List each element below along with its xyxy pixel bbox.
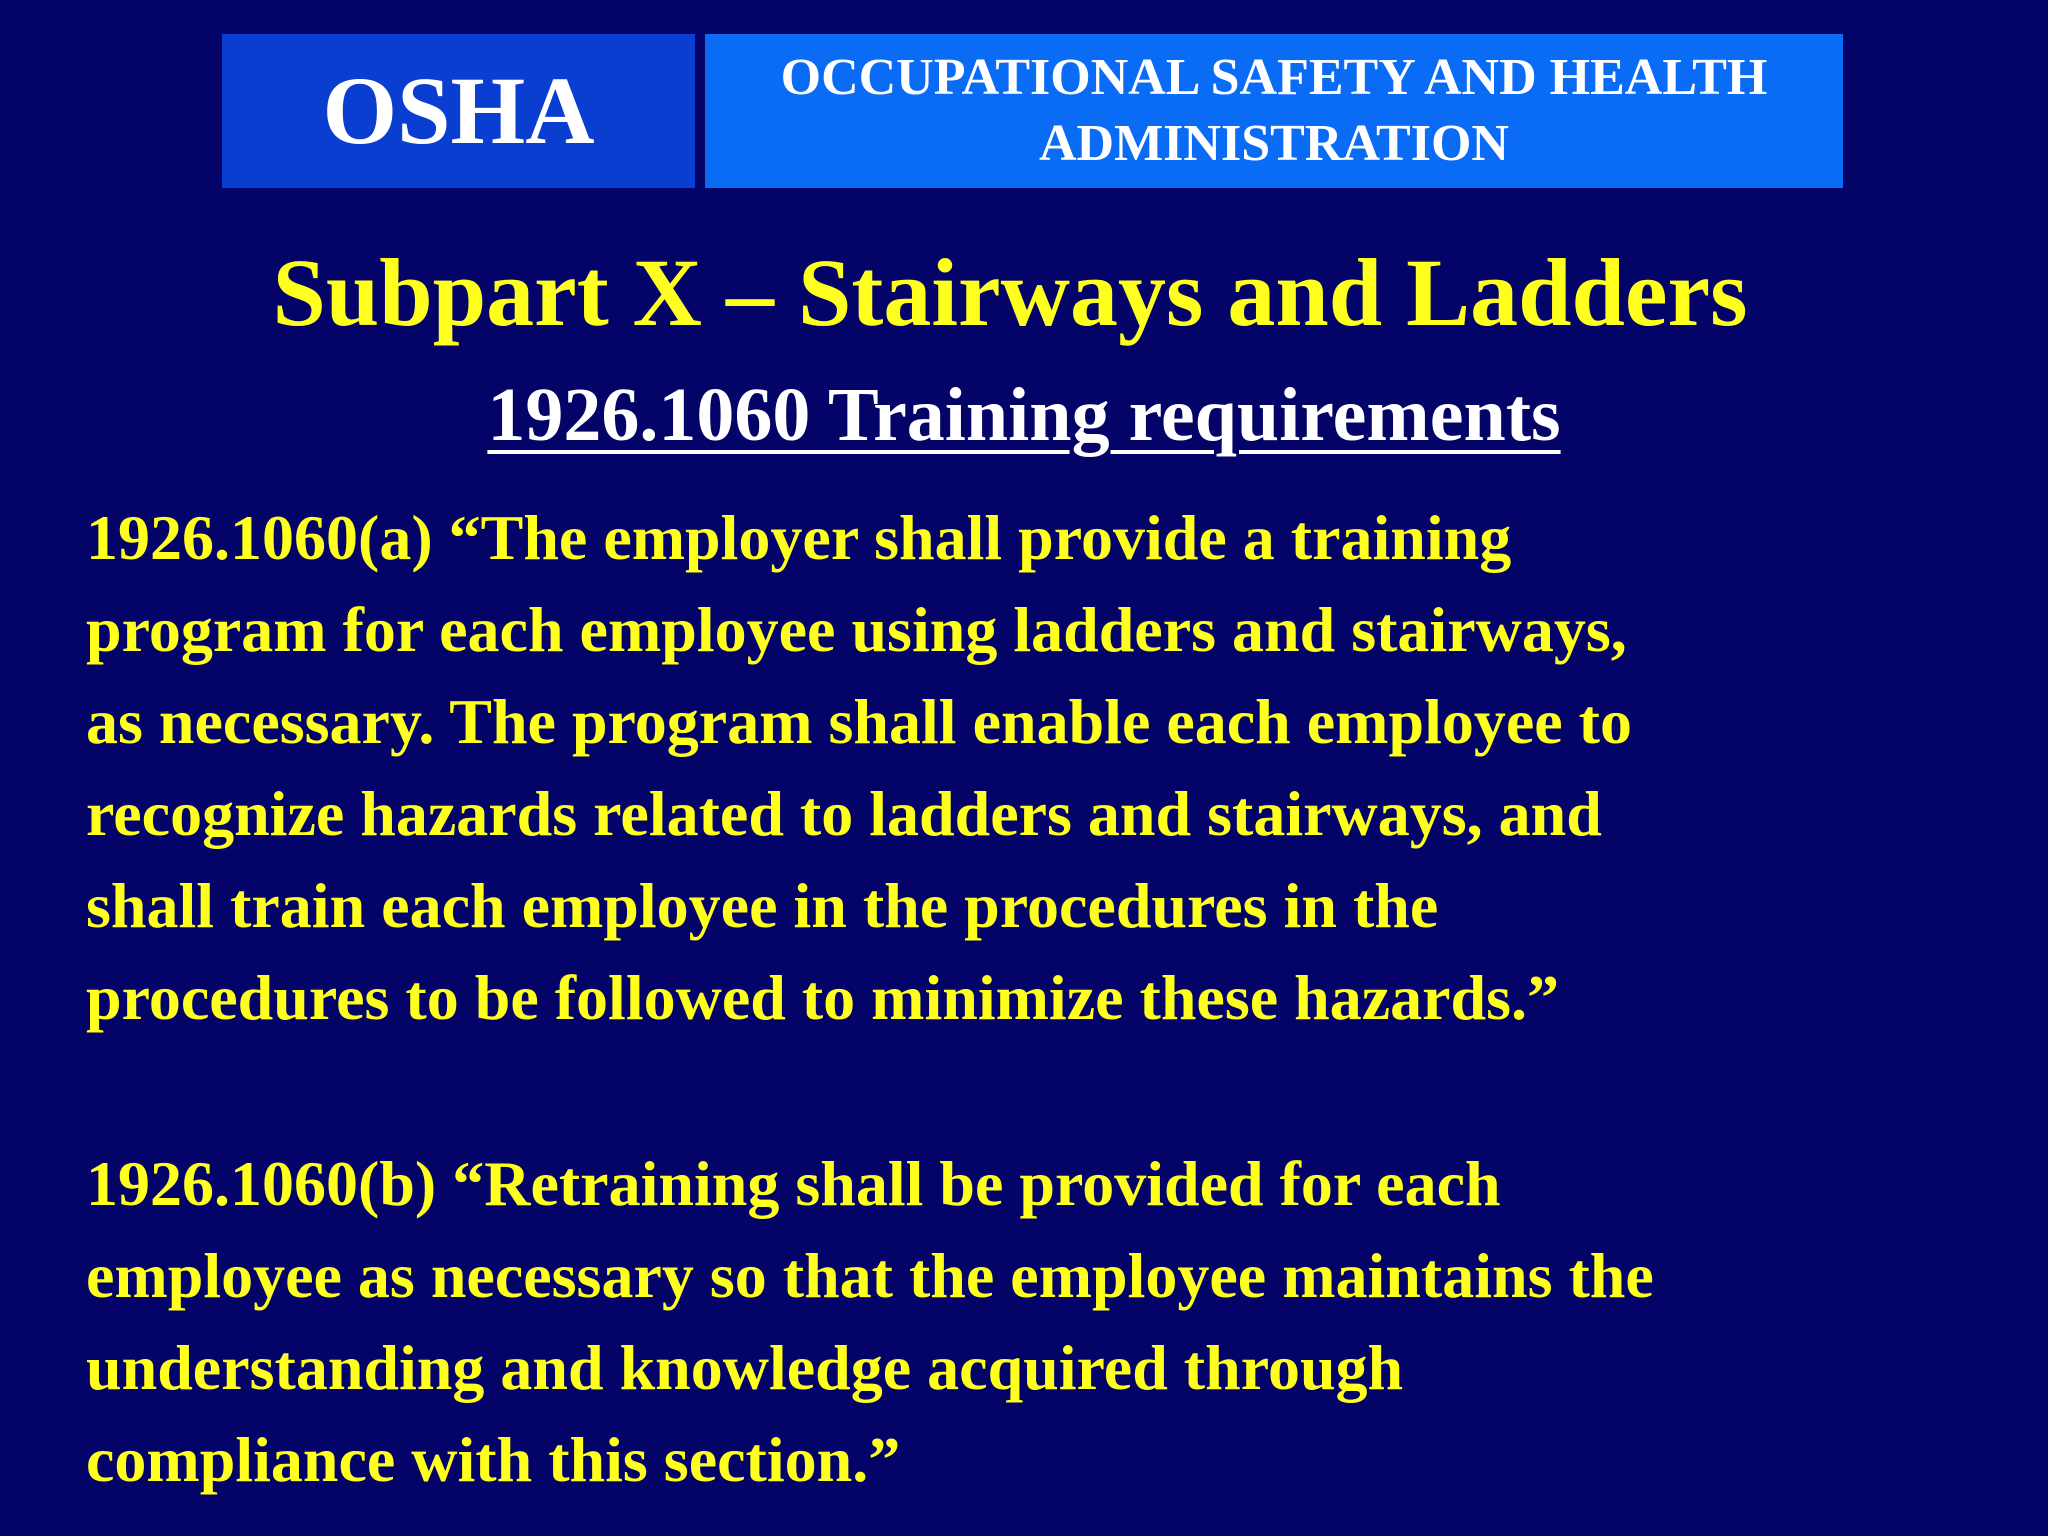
slide-subtitle [0,370,2048,460]
paragraph-line: 1926.1060(b) “Retraining shall be provided for each [86,1148,1501,1219]
paragraph-line: understanding and knowledge acquired through [86,1332,1404,1403]
paragraph-line: shall train each employee in the procedures in the [86,870,1439,941]
agency-name-box [705,34,1843,188]
paragraph-line: program for each employee using ladders and stairways, [86,594,1627,665]
paragraph-line: procedures to be followed to minimize these hazards.” [86,962,1560,1033]
paragraph-line: 1926.1060(a) “The employer shall provide a training [86,502,1512,573]
agency-name-line-2: ADMINISTRATION [1039,115,1509,172]
paragraph-line: compliance with this section.” [86,1424,901,1495]
slide-title: Subpart X – Stairways and Ladders [272,239,1748,346]
osha-logo-text: OSHA [322,57,595,164]
agency-name-line-1: OCCUPATIONAL SAFETY AND HEALTH [780,49,1768,106]
paragraph-line: recognize hazards related to ladders and stairways, and [86,778,1602,849]
subtitle-text: 1926.1060 Training requirements [487,373,1561,457]
paragraph-line: employee as necessary so that the employee maintains the [86,1240,1654,1311]
paragraph-line: as necessary. The program shall enable each employee to [86,686,1632,757]
paragraph-training [86,492,2026,1044]
paragraph-retraining [86,1138,2026,1506]
osha-logo-box [222,34,695,188]
